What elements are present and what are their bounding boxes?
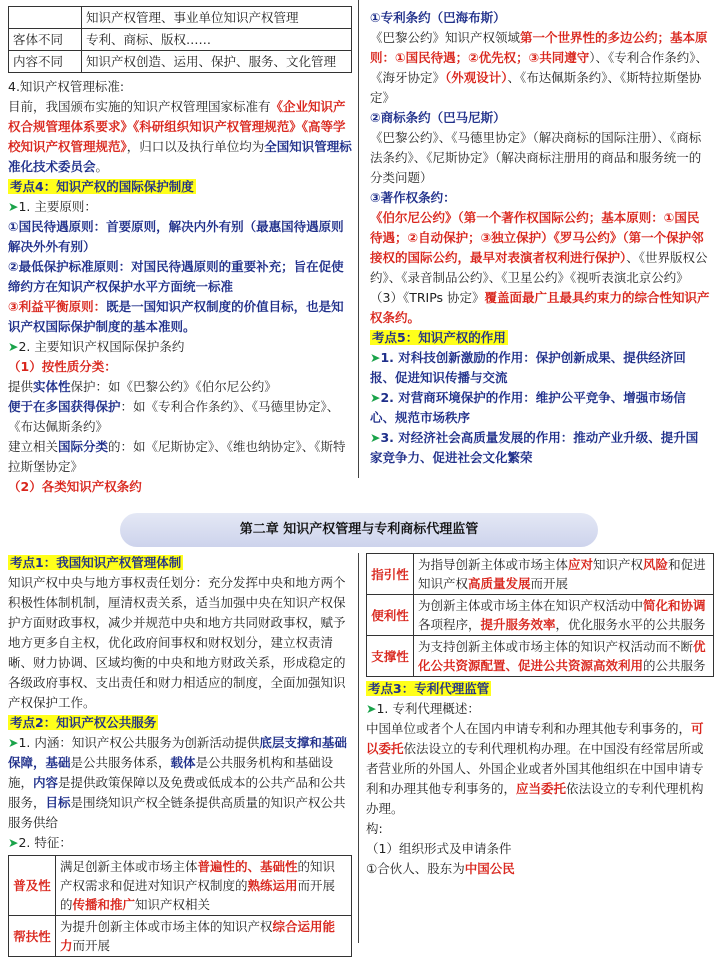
principle-3: ③利益平衡原则：既是一国知识产权制度的价值目标，也是知识产权国际保护制度的基本准则。 [8,299,344,334]
feature-table [366,553,714,677]
comparison-table [8,6,352,73]
feature-desc: 为指导创新主体或市场主体应对知识产权风险和促进知识产权高质量发展而开展 [414,554,714,595]
paragraph: 《巴黎公约》知识产权领域第一个世界性的多边公约；基本原则：①国民待遇；②优先权；③共同遵守）、《专利合作条约》、《海牙协定》（外观设计）、《布达佩斯条约》、《斯特拉斯堡协定》 [370,30,709,105]
paragraph: ➤1. 内涵：知识产权公共服务为创新活动提供底层支撑和基础保障，基础是公共服务体系，载体是公共服务机构和基础设施，内容是提供政策保障以及免费或低成本的公共产品和公共服务，目标是围绕知识产权全链条提供高质量的知识产权公共服务供给 [8,735,347,830]
list-item: 提供实体性保护：如《巴黎公约》《伯尔尼公约》 [8,379,277,394]
paragraph: 《巴黎公约》、《马德里协定》（解决商标的国际注册）、《商标法条约》、《尼斯协定》（解决商标注册用的商品和服务统一的分类问题） [370,130,702,185]
paragraph: 目前，我国颁布实施的知识产权管理国家标准有《企业知识产权合规管理体系要求》《科研组织知识产权管理规范》《高等学校知识产权管理规范》，归口以及执行单位均为全国知识管理标准化技术委员会。 [8,99,352,174]
section-heading: 4.知识产权管理标准: [8,79,125,94]
paragraph: 知识产权中央与地方事权责任划分：充分发挥中央和地方两个积极性体制机制，厘清权责关系，适当加强中央在知识产权保护方面财政事权，减少并规范中央和地方共同财政事权，赋予地方更多自主权，优化政府间事权和财权划分，建立权责清晰、财力协调、区域均衡的中央和地方财政关系，形成稳定的各级政府事权、支出责任和财力相适应的制度，全面加强知识产权保护工作。 [8,575,346,710]
paragraph: （3）《TRIPs 协定》覆盖面最广且最具约束力的综合性知识产权条约。 [370,290,710,325]
feature-label: 支撑性 [367,636,414,677]
principle-1: ①国民待遇原则：首要原则，解决内外有别（最惠国待遇原则解决外外有别） [8,219,344,254]
table-cell: 知识产权管理、事业单位知识产权管理 [82,7,352,29]
paragraph: 构: [366,821,383,836]
bullet-item: ➤1. 主要原则： [8,199,97,214]
feature-desc: 为创新主体或市场主体在知识产权活动中简化和协调各项程序，提升服务效率，优化服务水平的公共服务 [414,595,714,636]
column-divider [358,553,359,943]
kaodian-heading: 考点5：知识产权的作用 [372,330,506,345]
arrow-icon: ➤ [8,199,19,214]
subheading: ①专利条约（巴海布斯） [370,10,506,25]
bullet-item: ➤2. 特征： [8,835,72,850]
feature-label: 普及性 [9,856,56,916]
column-divider [358,0,359,478]
table-cell: 内容不同 [9,51,82,73]
subheading: ③著作权条约： [370,190,456,205]
table-cell: 专利、商标、版权…… [82,29,352,51]
feature-table [8,855,352,957]
kaodian-heading: 考点2：知识产权公共服务 [10,715,157,730]
arrow-icon: ➤ [8,835,19,850]
arrow-icon: ➤ [366,701,377,716]
feature-desc: 满足创新主体或市场主体普遍性的、基础性的知识产权需求和促进对知识产权制度的熟练运用而开展的传播和推广知识产权相关 [56,856,352,916]
arrow-icon: ➤ [370,350,381,365]
arrow-icon: ➤ [8,339,19,354]
paragraph: ①合伙人、股东为中国公民 [366,861,515,876]
kaodian-heading: 考点3：专利代理监管 [368,681,490,696]
subheading: ②商标条约（巴马尼斯） [370,110,506,125]
kaodian-heading: 考点1：我国知识产权管理体制 [10,555,182,570]
role-item: ➤1. 对科技创新激励的作用：保护创新成果、提供经济回报、促进知识传播与交流 [370,350,686,385]
bottom-right-column [366,553,714,879]
list-item: 建立相关国际分类的：如《尼斯协定》、《维也纳协定》、《斯特拉斯堡协定》 [8,439,346,474]
paragraph: 中国单位或者个人在国内申请专利和办理其他专利事务的，可以委托依法设立的专利代理机构办理。在中国没有经常居所或者营业所的外国人、外国企业或者外国其他组织在中国申请专利和办理其他专利事务的，应当委托依法设立的专利代理机构办理。 [366,721,704,816]
feature-desc: 为提升创新主体或市场主体的知识产权综合运用能力而开展 [56,916,352,957]
subheading: （2）各类知识产权条约 [8,479,142,494]
bullet-item: ➤1. 专利代理概述： [366,701,480,716]
feature-desc: 为支持创新主体或市场主体的知识产权活动而不断优化公共资源配置、促进公共资源高效利用的公共服务 [414,636,714,677]
top-right-column [370,8,710,468]
feature-label: 指引性 [367,554,414,595]
arrow-icon: ➤ [370,430,381,445]
list-item: 便于在多国获得保护：如《专利合作条约》、《马德里协定》、《布达佩斯条约》 [8,399,340,434]
top-left-column [8,6,352,497]
role-item: ➤3. 对经济社会高质量发展的作用：推动产业升级、提升国家竞争力、促进社会文化繁荣 [370,430,699,465]
principle-2: ②最低保护标准原则：对国民待遇原则的重要补充；旨在促使缔约方在知识产权保护水平方面统一标准 [8,259,344,294]
kaodian-heading: 考点4：知识产权的国际保护制度 [10,179,194,194]
bullet-item: ➤2. 主要知识产权国际保护条约 [8,339,185,354]
feature-label: 便利性 [367,595,414,636]
feature-label: 帮扶性 [9,916,56,957]
chapter-banner: 第二章 知识产权管理与专利商标代理监管 [120,513,598,547]
table-cell: 客体不同 [9,29,82,51]
subheading: （1）按性质分类： [8,359,117,374]
role-item: ➤2. 对营商环境保护的作用：维护公平竞争、增强市场信心、规范市场秩序 [370,390,686,425]
arrow-icon: ➤ [8,735,19,750]
arrow-icon: ➤ [370,390,381,405]
table-cell: 知识产权创造、运用、保护、服务、文化管理 [82,51,352,73]
paragraph: （1）组织形式及申请条件 [366,841,512,856]
paragraph: 《伯尔尼公约》（第一个著作权国际公约；基本原则：①国民待遇；②自动保护；③独立保护）《罗马公约》（第一个保护邻接权的国际公约，最早对表演者权利进行保护）、《世界版权公约》、《录音制品公约》、《卫星公约》《视听表演北京公约》 [370,210,708,285]
bottom-left-column [8,553,352,957]
